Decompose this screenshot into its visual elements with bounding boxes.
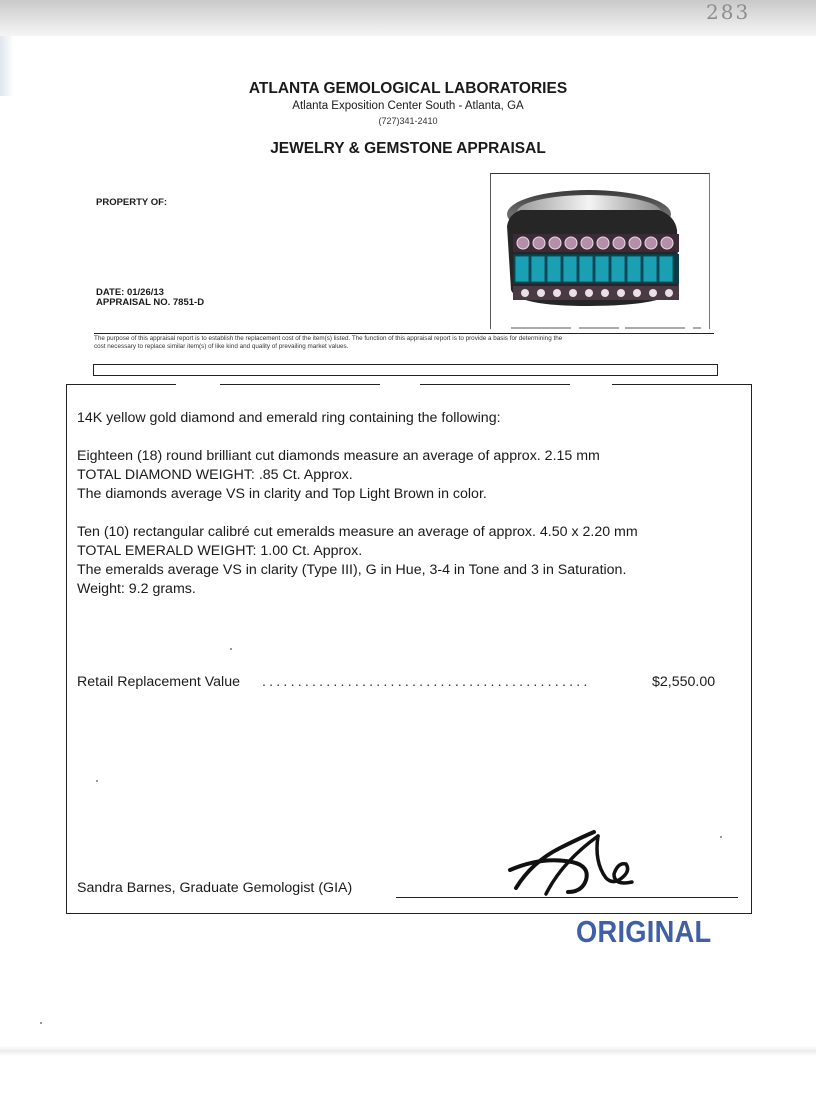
purpose-line-2: cost necessary to replace similar item(s) of like kind and quality of prevailing market values. — [94, 343, 349, 350]
retail-value-amount: $2,550.00 — [652, 674, 716, 690]
page-number: 283 — [706, 0, 751, 24]
emerald-line: The emeralds average VS in clarity (Type III), G in Hue, 3-4 in Tone and 3 in Saturation. — [77, 562, 627, 578]
purpose-line-1: The purpose of this appraisal report is to establish the replacement cost of the item(s) listed. The function of this appraisal report is to provide a basis for determining the — [94, 335, 563, 342]
ring-image — [491, 174, 709, 329]
diamond-line: TOTAL DIAMOND WEIGHT: .85 Ct. Approx. — [77, 467, 353, 483]
scan-speck — [96, 780, 98, 782]
purpose-statement — [94, 335, 714, 351]
box-top-rule-segment — [612, 384, 752, 385]
diamond-line: Eighteen (18) round brilliant cut diamonds measure an average of approx. 2.15 mm — [77, 448, 600, 464]
separator-bar — [93, 364, 718, 376]
property-of-label: PROPERTY OF: — [96, 197, 168, 208]
scan-top-shadow — [0, 0, 816, 36]
diamond-line: The diamonds average VS in clarity and Top Light Brown in color. — [77, 486, 487, 502]
original-stamp: ORIGINAL — [576, 914, 712, 949]
description-intro: 14K yellow gold diamond and emerald ring containing the following: — [77, 410, 501, 426]
ring-photo — [490, 173, 710, 329]
emerald-line: Ten (10) rectangular calibré cut emeralds measure an average of approx. 4.50 x 2.20 mm — [77, 524, 638, 540]
handwritten-signature — [502, 822, 652, 902]
scan-speck — [230, 648, 232, 650]
appraisal-number: APPRAISAL NO. 7851-D — [96, 297, 205, 308]
document-title: JEWELRY & GEMSTONE APPRAISAL — [270, 140, 546, 157]
retail-value-label: Retail Replacement Value — [77, 674, 240, 690]
scan-bottom-shadow — [0, 1046, 816, 1056]
box-top-rule-segment — [66, 384, 176, 385]
signer-name: Sandra Barnes, Graduate Gemologist (GIA) — [77, 880, 353, 896]
scan-speck — [40, 1022, 42, 1024]
box-top-rule-segment — [420, 384, 570, 385]
disclaimer-top-rule — [94, 333, 714, 334]
date-field: DATE: 01/26/13 — [96, 287, 164, 298]
lab-address: Atlanta Exposition Center South - Atlanta, GA — [292, 100, 524, 112]
emerald-line: TOTAL EMERALD WEIGHT: 1.00 Ct. Approx. — [77, 543, 363, 559]
weight-line: Weight: 9.2 grams. — [77, 581, 196, 597]
lab-name: ATLANTA GEMOLOGICAL LABORATORIES — [248, 80, 568, 97]
box-top-rule-segment — [220, 384, 380, 385]
lab-phone: (727)341-2410 — [378, 116, 438, 126]
scan-speck — [720, 836, 722, 838]
leader-dots: .............................................. — [262, 674, 591, 690]
